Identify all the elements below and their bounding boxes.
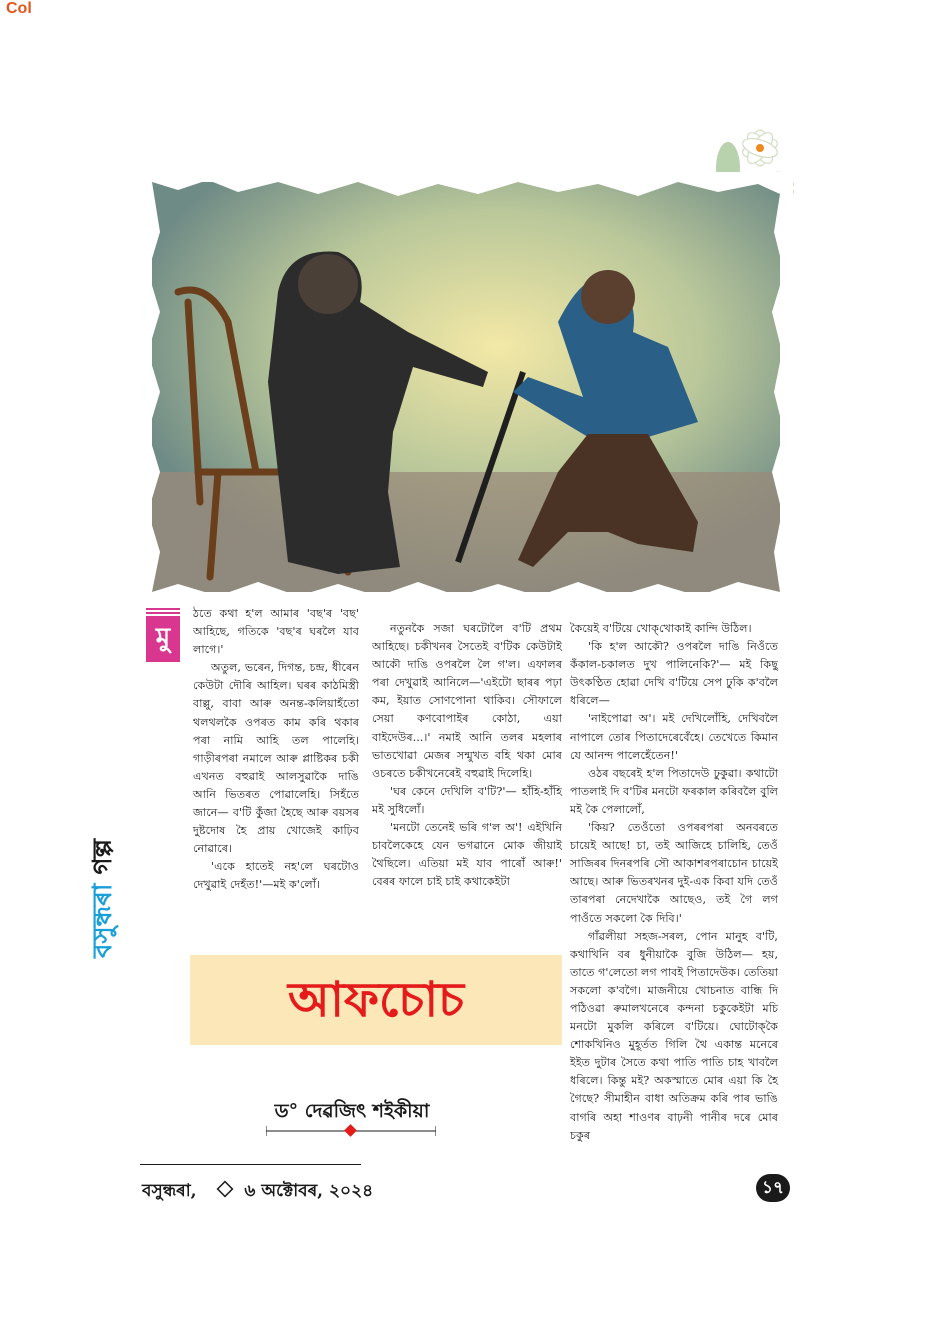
text-column-1	[193, 605, 359, 895]
publication-name: বসুন্ধৰা,	[142, 1181, 197, 1201]
paragraph: গাঁৱলীয়া সহজ-সৰল, পোন মানুহ ব'টি, কথাখিনি বৰ ধুনীয়াকৈ বুজি উঠিল— হয়, তাতে গ'লেতো লগ পাবই পিতাদেউক। তেতিয়া সকলো ক'বগৈ। মাজনীয়ে খোচনাত বান্ধি দি পঠিওৱা ৰুমালখনেৰে কন্দনা চকুকেইটা মচি মনটো মুকলি কৰিলে ব'টিয়ে। ঘোটোক্‌কৈ শোকখিনিও মুহূৰ্তত গিলি থৈ একান্ত মনেৰে ইইত দুটাৰ সৈতে কথা পাতি পাতি চাহ খাবলৈ ধৰিলে। কিন্তু মই? অকস্মাতে মোৰ এয়া কি হৈ গৈছে? সীমাহীন বাধা অতিক্ৰম কৰি পাৰ ভাঙি বাগৰি অহা শাওণৰ বাঢ়নী পানীৰ দৰে মোৰ চকুৰ	[570, 929, 778, 1142]
series-brand: বসুন্ধৰা	[88, 883, 118, 958]
footer-rule	[140, 1164, 361, 1165]
story-title: আফচোচ	[287, 972, 465, 1028]
paragraph: 'একে হাতেই নহ'লে ঘৰটোও দেখুৱাই দেহঁত!'—মই ক'লোঁ।	[193, 860, 359, 892]
author-name: ড° দেৱজিৎ শইকীয়া	[274, 1100, 430, 1122]
page-number: ১৭	[756, 1174, 790, 1202]
text-column-3	[570, 620, 778, 1145]
registration-mark: Col	[6, 0, 32, 17]
paragraph: ওঠৰ বছৰেই হ'ল পিতাদেউ ঢুকুৱা। কথাটো পাতলাই দি ব'টিৰ মনটো ফৰকাল কৰিবলৈ বুলি মই কৈ পেলালোঁ,	[570, 766, 778, 816]
paragraph: 'ঘৰ কেনে দেখিলি ব'টি?'— হাঁহি-হাঁহি মই সুধিলোঁ।	[372, 784, 562, 816]
text-column-2	[372, 620, 562, 891]
paragraph: অতুল, ভৰেন, দিগন্ত, চন্দ্ৰ, ধীৰেন কেউটা দৌৰি আহিল। ঘৰৰ কাঠমিস্ত্ৰী বাল্লু, বাবা আৰু অনন্ত-কলিয়াহঁতো থলথলকৈ ওপৰত কাম কৰি থকাৰ পৰা নামি আহি তল পালেহি। গাড়ীৰপৰা নমালে আৰু প্লাষ্টিকৰ চকী এখনত বহুৱাই আলসুৱাকৈ দাঙি আনি ভিতৰত পোৱালেহি। সিহঁতে জানে— ব'টি কুঁজা হৈছে আৰু বয়সৰ দুষ্টদোষ হৈ প্ৰায় খোজেই কাঢ়িব নোৱাৰে।	[193, 661, 359, 856]
diamond-icon	[216, 1181, 233, 1198]
story-illustration	[138, 172, 793, 604]
issue-date: ৬ অক্টোবৰ, ২০২৪	[244, 1181, 374, 1201]
series-label	[84, 838, 122, 958]
series-genre: গল্প	[88, 838, 118, 875]
paragraph: 'নাইপোৱা অ'। মই দেখিলোঁহি, দেখিবলৈ নাপালে তোৰ পিতাদেৰেবেঁহে। তেখেতে কিমান যে আনন্দ পালেহেঁতেন!'	[570, 712, 778, 762]
dropcap-letter: মু	[155, 623, 171, 653]
paragraph: 'কিয়? তেওঁতো ওপৰৰপৰা অনবৰতে চায়েই আছে! চা, তই আজিহে চালিহি, তেওঁ সাজিৰৰ দিনৰপৰি সৌ আকাশৰপৰাচোন চায়েই আছে। আৰু ভিতৰখনৰ দুই-এক কিবা যদি তেওঁ তাৰপৰা নেদেখাকৈ আছেও, তই গৈ লগ পাওঁতে সকলো কৈ দিবি।'	[570, 821, 778, 925]
paragraph: ঠতে কথা হ'ল আমাৰ 'বছ'ৰ 'বছ' আহিছে, গতিকে 'বছ'ৰ ঘৰলৈ যাব লাগে।'	[193, 607, 359, 657]
dropcap-stripes	[146, 606, 180, 618]
paragraph: নতুনকৈ সজা ঘৰটোলৈ ব'টি প্ৰথম আহিছে। চকীখনৰ সৈতেই ব'টিক কেউটাই আকৌ দাঙি ওপৰলৈ লৈ গ'ল। এফালৰ পৰা দেখুৱাই আনিলে—'এইটো ছাৰৰ পঢ়া কম, ইয়াত সোণপোনা থাকিব। সৌফালে সেয়া কণবোপাইৰ কোঠা, এয়া বাইদেউৰ...।' নমাই আনি তলৰ মহলাৰ ভাতখোৱা মেজৰ সন্মুখত বহি থকা মোৰ ওচৰতে চকীখনেৰেই বহুৱাই দিলেহি।	[372, 622, 562, 780]
paragraph: 'কি হ'ল আকৌ? ওপৰলৈ দাঙি নিওঁতে কঁকাল-চকালত দুখ পালিনেকি?'— মই কিছু উৎকণ্ঠিত হোৱা দেখি ব'টিয়ে সেপ ঢুকি ক'বলৈ ধৰিলে—	[570, 640, 778, 708]
paragraph: কৈয়েই ব'টিয়ে খোক্‌খোকাই কান্দি উঠিল।	[570, 622, 752, 635]
footer-publication	[142, 1178, 373, 1206]
author-divider	[266, 1124, 436, 1138]
paragraph: 'মনটো তেনেই ভৰি গ'ল অ'! এইখিনি চাবলৈকেহে যেন ভগৱানে মোক জীয়াই থৈছিলে। এতিয়া মই যাব পাৰোঁ আৰু!' বেৰৰ ফালে চাই চাই কথাকেইটা	[372, 821, 562, 889]
